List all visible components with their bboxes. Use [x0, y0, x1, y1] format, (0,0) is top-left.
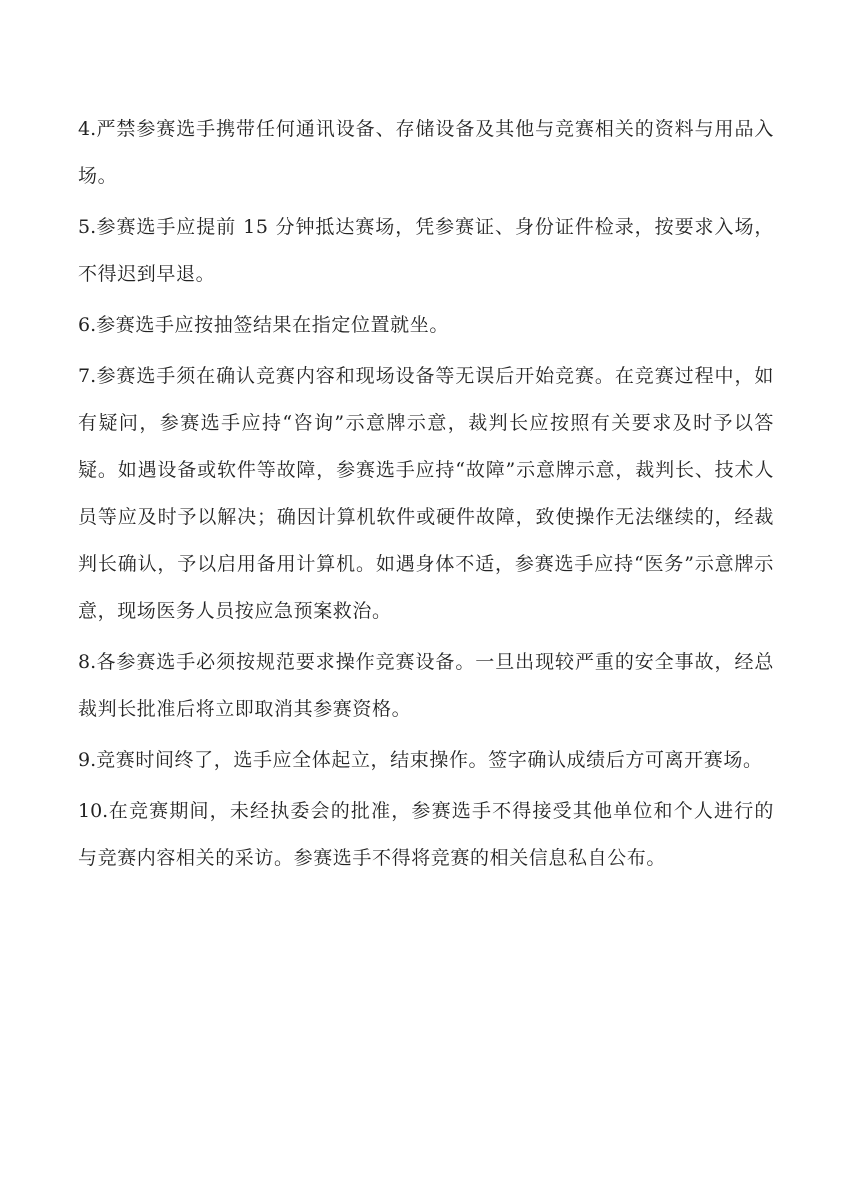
- rule-text: 竞赛时间终了，选手应全体起立，结束操作。签字确认成绩后方可离开赛场。: [96, 749, 763, 771]
- rule-number: 9.: [78, 749, 97, 771]
- rule-number: 7.: [78, 365, 97, 387]
- rule-item-9: [78, 737, 774, 784]
- rule-item-4: [78, 106, 774, 200]
- rule-text: 严禁参赛选手携带任何通讯设备、存储设备及其他与竞赛相关的资料与用品入场。: [78, 118, 774, 187]
- rule-item-10: [78, 788, 774, 882]
- rule-item-6: [78, 302, 774, 349]
- rules-list: [78, 106, 774, 886]
- rule-text: 在竞赛期间，未经执委会的批准，参赛选手不得接受其他单位和个人进行的与竞赛内容相关的采访。参赛选手不得将竞赛的相关信息私自公布。: [78, 800, 774, 869]
- rule-number: 8.: [78, 651, 97, 673]
- rule-text: 参赛选手应按抽签结果在指定位置就坐。: [96, 314, 449, 336]
- rule-number: 5.: [78, 216, 97, 238]
- rule-number: 4.: [78, 118, 97, 140]
- rule-text: 参赛选手须在确认竞赛内容和现场设备等无误后开始竞赛。在竞赛过程中，如有疑问，参赛选手应持“咨询”示意牌示意，裁判长应按照有关要求及时予以答疑。如遇设备或软件等故障，参赛选手应持“故障”示意牌示意，裁判长、技术人员等应及时予以解决；确因计算机软件或硬件故障，致使操作无法继续的，经裁判长确认，予以启用备用计算机。如遇身体不适，参赛选手应持“医务”示意牌示意，现场医务人员按应急预案救治。: [78, 365, 774, 622]
- rule-number: 6.: [78, 314, 97, 336]
- rule-text: 参赛选手应提前 15 分钟抵达赛场，凭参赛证、身份证件检录，按要求入场，不得迟到早退。: [78, 216, 774, 285]
- rule-number: 10.: [78, 800, 109, 822]
- rule-item-8: [78, 639, 774, 733]
- rule-text: 各参赛选手必须按规范要求操作竞赛设备。一旦出现较严重的安全事故，经总裁判长批准后将立即取消其参赛资格。: [78, 651, 774, 720]
- rule-item-7: [78, 353, 774, 635]
- rule-item-5: [78, 204, 774, 298]
